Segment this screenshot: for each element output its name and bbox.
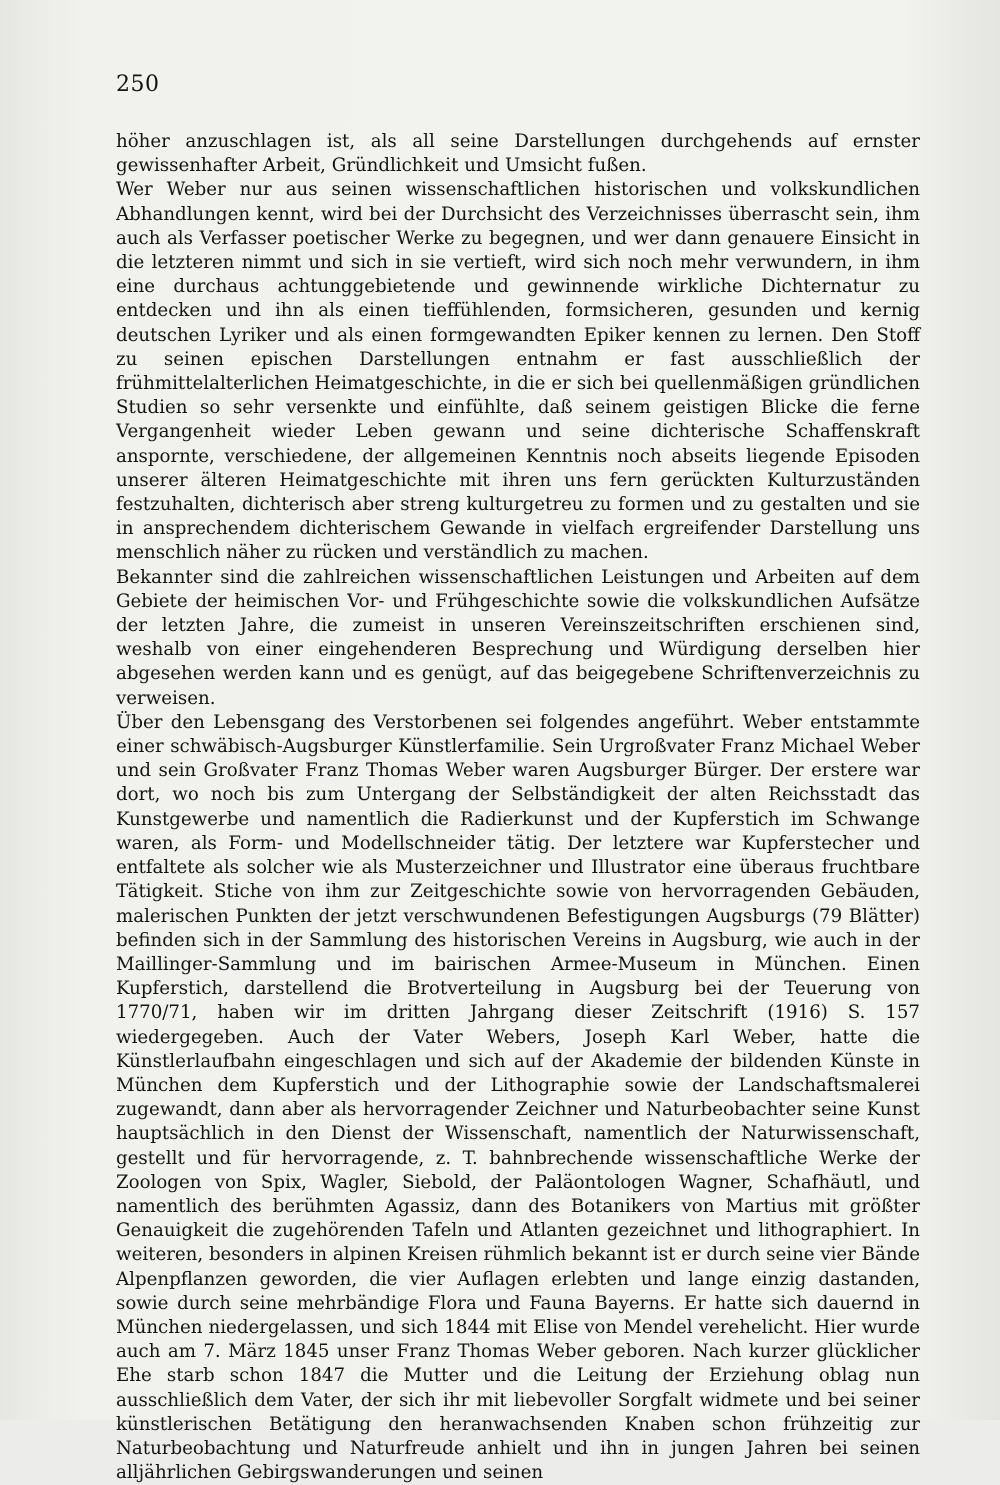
paragraph-4: Über den Lebensgang des Verstorbenen sei folgendes angeführt. Weber entstammte einer schwäbisch-Augsburger Künstlerfamilie. Sein Urgroßvater Franz Michael Weber und sein Großvater Franz Thomas Weber waren Augsburger Bürger. Der erstere war dort, wo noch bis zum Untergang der Selbständigkeit der alten Reichsstadt das Kunstgewerbe und namentlich die Radierkunst und der Kupferstich im Schwange waren, als Form- und Modellschneider tätig. Der letztere war Kupferstecher und entfaltete als solcher wie als Musterzeichner und Illustrator eine überaus fruchtbare Tätigkeit. Stiche von ihm zur Zeitgeschichte sowie von hervorragenden Gebäuden, malerischen Punkten der jetzt verschwundenen Befestigungen Augsburgs (79 Blätter) befinden sich in der Sammlung des historischen Vereins in Augsburg, wie auch in der Maillinger-Sammlung und im bairischen Armee-Museum in München. Einen Kupferstich, darstellend die Brotverteilung in Augsburg bei der Teuerung von 1770/71, haben wir im dritten Jahrgang dieser Zeitschrift (1916) S. 157 wiedergegeben. Auch der Vater Webers, Joseph Karl Weber, hatte die Künstlerlaufbahn eingeschlagen und sich auf der Akademie der bildenden Künste in München dem Kupferstich und der Lithographie sowie der Landschaftsmalerei zugewandt, dann aber als hervorragender Zeichner und Naturbeobachter seine Kunst hauptsächlich in den Dienst der Wissenschaft, namentlich der Naturwissenschaft, gestellt und für hervorragende, z. T. bahnbrechende wissenschaftliche Werke der Zoologen von Spix, Wagler, Siebold, der Paläontologen Wagner, Schafhäutl, und namentlich des berühmten Agassiz, dann des Botanikers von Martius mit größter Genauigkeit die zugehörenden Tafeln und Atlanten gezeichnet und lithographiert. In weiteren, besonders in alpinen Kreisen rühmlich bekannt ist er durch seine vier Bände Alpenpflanzen geworden, die vier Auflagen erlebten und lange einzig dastanden, sowie durch seine mehrbändige Flora und Fauna Bayerns. Er hatte sich dauernd in München niedergelassen, und sich 1844 mit Elise von Mendel verehelicht. Hier wurde auch am 7. März 1845 unser Franz Thomas Weber geboren. Nach kurzer glücklicher Ehe starb schon 1847 die Mutter und die Leitung der Erziehung oblag nun ausschließlich dem Vater, der sich ihr mit liebevoller Sorgfalt widmete und bei seiner künstlerischen Betätigung den heranwachsenden Knaben schon frühzeitig zur Naturbeobachtung und Naturfreude anhielt und ihn in jungen Jahren bei seinen alljährlichen Gebirgswanderungen und seinen (116, 711, 920, 1484)
body-text (116, 130, 920, 1485)
page-number: 250 (116, 72, 160, 97)
paragraph-1: höher anzuschlagen ist, als all seine Darstellungen durchgehends auf ernster gewissenhafter Arbeit, Gründlichkeit und Umsicht fußen. (116, 131, 920, 177)
paragraph-2: Wer Weber nur aus seinen wissenschaftlichen historischen und volkskundlichen Abhandlungen kennt, wird bei der Durchsicht des Verzeichnisses überrascht sein, ihm auch als Verfasser poetischer Werke zu begegnen, und wer dann genauere Einsicht in die letzteren nimmt und sich in sie vertieft, wird sich noch mehr verwundern, in ihm eine durchaus achtunggebietende und gewinnende wirkliche Dichternatur zu entdecken und ihn als einen tieffühlenden, formsicheren, gesunden und kernig deutschen Lyriker und als einen formgewandten Epiker kennen zu lernen. Den Stoff zu seinen epischen Darstellungen entnahm er fast ausschließlich der frühmittelalterlichen Heimatgeschichte, in die er sich bei quellenmäßigen gründlichen Studien so sehr versenkte und einfühlte, daß seinem geistigen Blicke die ferne Vergangenheit wieder Leben gewann und seine dichterische Schaffenskraft anspornte, verschiedene, der allgemeinen Kenntnis noch abseits liegende Episoden unserer älteren Heimatgeschichte mit ihren uns fern gerückten Kulturzuständen festzuhalten, dichterisch aber streng kulturgetreu zu formen und zu gestalten und sie in ansprechendem dichterischem Gewande in vielfach ergreifender Darstellung uns menschlich näher zu rücken und verständlich zu machen. (116, 179, 920, 564)
paragraph-3: Bekannter sind die zahlreichen wissenschaftlichen Leistungen und Arbeiten auf dem Gebiete der heimischen Vor- und Frühgeschichte sowie die volkskundlichen Aufsätze der letzten Jahre, die zumeist in unseren Vereinszeitschriften erschienen sind, weshalb von einer eingehenderen Besprechung und Würdigung derselben hier abgesehen werden kann und es genügt, auf das beigegebene Schriftenverzeichnis zu verweisen. (116, 566, 920, 709)
